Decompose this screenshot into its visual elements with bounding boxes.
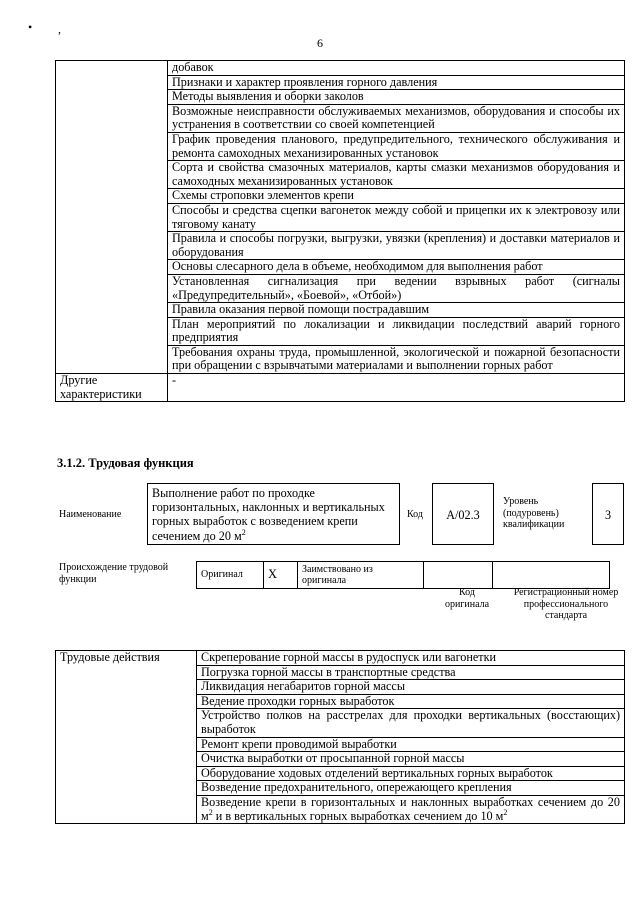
knowledge-rows <box>56 61 625 374</box>
knowledge-row <box>56 61 625 76</box>
action-item: Ликвидация негабаритов горной массы <box>197 680 625 695</box>
action-row <box>56 651 625 666</box>
actions-rows <box>56 651 625 824</box>
knowledge-item: Способы и средства сцепки вагонеток между собой и прицепки их к электровозу или тяговому канату <box>168 203 625 231</box>
action-item: Погрузка горной массы в транспортные средства <box>197 665 625 680</box>
action-item: Оборудование ходовых отделений вертикальных горных выработок <box>197 766 625 781</box>
action-text: и в вертикальных горных выработках сечением до 10 м <box>212 808 504 823</box>
function-name: Выполнение работ по проходке горизонтальных, наклонных и вертикальных горных выработок с возведением крепи сечением до 20 м <box>152 486 385 543</box>
page-number: 6 <box>317 36 323 50</box>
other-characteristics-row <box>56 374 625 402</box>
knowledge-item: Возможные неисправности обслуживаемых механизмов, оборудования и способы их устранения в соответствии со своей компетенцией <box>168 104 625 132</box>
section-title: 3.1.2. Трудовая функция <box>57 456 194 470</box>
code-value: А/02.3 <box>432 483 494 545</box>
registration-caption: Регистрационный номер профессионального стандарта <box>513 587 619 621</box>
action-sup: 2 <box>208 807 213 817</box>
original-code-cell <box>424 562 493 589</box>
actions-label: Трудовые действия <box>56 651 197 824</box>
name-label: Наименование <box>59 509 122 520</box>
knowledge-item: План мероприятий по локализации и ликвидации последствий аварий горного предприятия <box>168 317 625 345</box>
origin-label: Происхождение трудовой функции <box>59 562 169 585</box>
origin-table <box>196 561 610 589</box>
action-item: Устройство полков на расстрелах для проходки вертикальных (восстающих) выработок <box>197 709 625 737</box>
registration-number-cell <box>493 562 610 589</box>
action-item: Очистка выработки от просыпанной горной массы <box>197 752 625 767</box>
code-label: Код <box>407 509 423 520</box>
level-value: 3 <box>592 483 624 545</box>
code-caption: Код оригинала <box>444 587 490 610</box>
scan-mark: • <box>28 20 33 34</box>
knowledge-item: Правила и способы погрузки, выгрузки, увязки (крепления) и доставки материалов и оборудования <box>168 232 625 260</box>
other-characteristics-value: - <box>168 374 625 402</box>
original-mark: X <box>264 562 298 589</box>
action-item: Ведение проходки горных выработок <box>197 694 625 709</box>
action-item-last <box>197 795 625 823</box>
knowledge-item: Методы выявления и оборки заколов <box>168 90 625 105</box>
action-sup: 2 <box>503 807 508 817</box>
knowledge-item: Требования охраны труда, промышленной, экологической и пожарной безопасности при обращении с взрывчатыми материалами и выполнении горных работ <box>168 345 625 373</box>
knowledge-item: Правила оказания первой помощи пострадавшим <box>168 303 625 318</box>
other-characteristics-label: Другие характеристики <box>56 374 168 402</box>
scan-mark: , <box>58 22 61 36</box>
knowledge-item: График проведения планового, предупредительного, технического обслуживания и ремонта самоходных механизированных установок <box>168 132 625 160</box>
knowledge-item: Сорта и свойства смазочных материалов, карты смазки механизмов оборудования и самоходных механизированных установок <box>168 161 625 189</box>
knowledge-item: добавок <box>168 61 625 76</box>
knowledge-item: Установленная сигнализация при ведении взрывных работ (сигналы «Предупредительный», «Боевой», «Отбой») <box>168 274 625 302</box>
action-text: Возведение крепи в горизонтальных и наклонных выработках сечением до 20 м <box>201 794 620 823</box>
level-label: Уровень (подуровень) квалификации <box>503 496 565 530</box>
borrowed-label: Заимствовано из оригинала <box>298 562 424 589</box>
function-name-box <box>147 483 400 545</box>
original-label: Оригинал <box>197 562 264 589</box>
knowledge-label-cell <box>56 61 168 374</box>
knowledge-table <box>55 60 625 402</box>
actions-table <box>55 650 625 824</box>
knowledge-item: Основы слесарного дела в объеме, необходимом для выполнения работ <box>168 260 625 275</box>
action-item: Ремонт крепи проводимой выработки <box>197 737 625 752</box>
knowledge-item: Схемы строповки элементов крепи <box>168 189 625 204</box>
action-item: Скреперование горной массы в рудоспуск или вагонетки <box>197 651 625 666</box>
action-item: Возведение предохранительного, опережающего крепления <box>197 781 625 796</box>
knowledge-item: Признаки и характер проявления горного давления <box>168 75 625 90</box>
function-name-sup: 2 <box>241 527 246 537</box>
